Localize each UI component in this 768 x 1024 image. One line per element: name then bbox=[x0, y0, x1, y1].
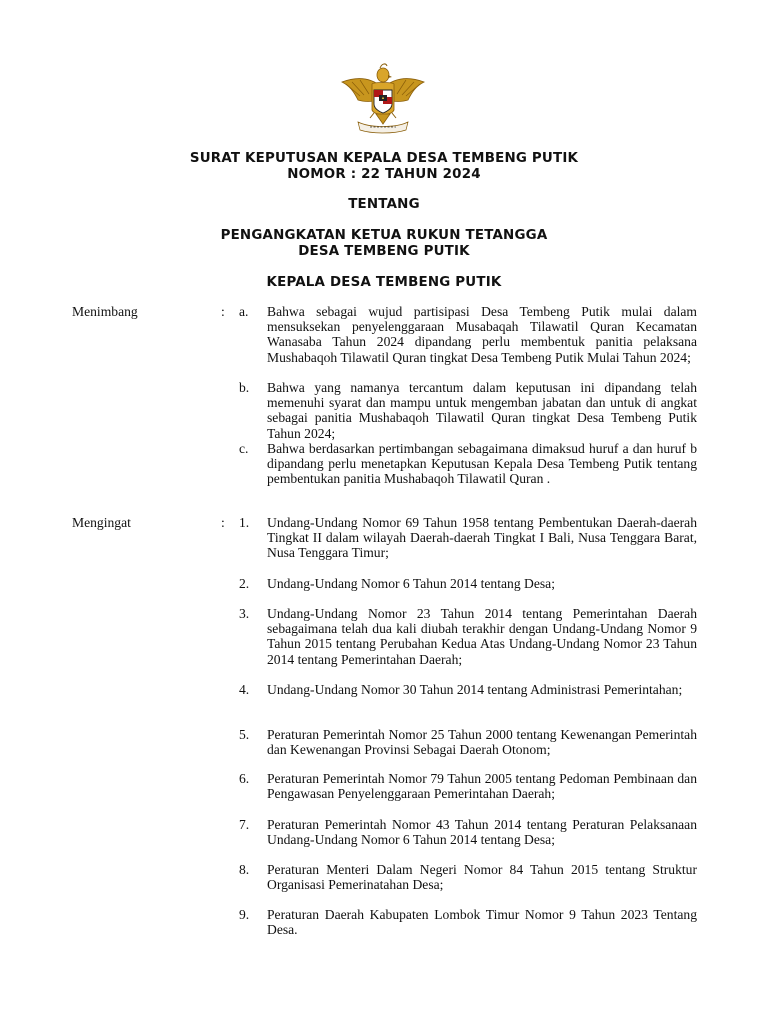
mengingat-marker: 8. bbox=[239, 862, 250, 877]
title-line-1: SURAT KEPUTUSAN KEPALA DESA TEMBENG PUTIK bbox=[189, 151, 579, 166]
mengingat-item: Undang-Undang Nomor 69 Tahun 1958 tentang Pembentukan Daerah-daerah Tingkat II dalam wilayah Daerah-daerah Tingkat I Bali, Nusa Tenggara Barat, Nusa Tenggara Timur; bbox=[267, 515, 697, 561]
mengingat-item: Peraturan Daerah Kabupaten Lombok Timur Nomor 9 Tahun 2023 Tentang Desa. bbox=[267, 907, 697, 938]
menimbang-item: Bahwa yang namanya tercantum dalam keputusan ini dipandang telah memenuhi syarat dan mampu untuk mengemban jabatan dan untuk di angkat sebagai panitia Mushabaqoh Tilawatil Quran tingkat Desa Tembeng Putik Tahun 2024; bbox=[267, 380, 697, 441]
authority-heading: KEPALA DESA TEMBENG PUTIK bbox=[266, 275, 502, 290]
mengingat-marker: 6. bbox=[239, 771, 250, 786]
tentang-heading: TENTANG bbox=[348, 197, 420, 212]
mengingat-marker: 9. bbox=[239, 907, 250, 922]
menimbang-marker: b. bbox=[239, 380, 250, 395]
mengingat-item: Peraturan Pemerintah Nomor 43 Tahun 2014 tentang Peraturan Pelaksanaan Undang-Undang Nomor 6 Tahun 2014 tentang Desa; bbox=[267, 817, 697, 848]
mengingat-item: Peraturan Pemerintah Nomor 79 Tahun 2005 tentang Pedoman Pembinaan dan Pengawasan Penyelenggaraan Pemerintahan Daerah; bbox=[267, 771, 697, 802]
subject-line-1: PENGANGKATAN KETUA RUKUN TETANGGA bbox=[220, 228, 548, 243]
mengingat-label: Mengingat bbox=[72, 515, 131, 530]
menimbang-marker: c. bbox=[239, 441, 249, 456]
mengingat-item: Peraturan Pemerintah Nomor 25 Tahun 2000 tentang Kewenangan Pemerintah dan Kewenangan Provinsi Sebagai Daerah Otonom; bbox=[267, 727, 697, 758]
menimbang-label: Menimbang bbox=[72, 304, 138, 319]
menimbang-marker: a. bbox=[239, 304, 249, 319]
menimbang-colon: : bbox=[221, 304, 225, 319]
mengingat-item: Peraturan Menteri Dalam Negeri Nomor 84 Tahun 2015 tentang Struktur Organisasi Pemerinatahan Desa; bbox=[267, 862, 697, 893]
mengingat-item: Undang-Undang Nomor 23 Tahun 2014 tentang Pemerintahan Daerah sebagaimana telah dua kali diubah terakhir dengan Undang-Undang Nomor 9 Tahun 2015 tentang Perubahan Kedua Atas Undang-Undang Nomor 23 Tahun 2014 tentang Pemerintahan Daerah; bbox=[267, 606, 697, 667]
garuda-emblem bbox=[336, 58, 430, 136]
mengingat-marker: 5. bbox=[239, 727, 250, 742]
mengingat-marker: 1. bbox=[239, 515, 250, 530]
mengingat-colon: : bbox=[221, 515, 225, 530]
mengingat-item: Undang-Undang Nomor 30 Tahun 2014 tentang Administrasi Pemerintahan; bbox=[267, 682, 683, 697]
mengingat-marker: 7. bbox=[239, 817, 250, 832]
menimbang-item: Bahwa sebagai wujud partisipasi Desa Tembeng Putik mulai dalam mensuksekan penyelenggaraan Musabaqah Tilawatil Quran Kecamatan Wanasaba Tahun 2024 dipandang perlu membentuk panitia pelaksana Mushabaqoh Tilawatil Quran tingkat Desa Tembeng Putik Mulai Tahun 2024; bbox=[267, 304, 697, 365]
mengingat-marker: 3. bbox=[239, 606, 250, 621]
mengingat-marker: 4. bbox=[239, 682, 250, 697]
title-line-2: NOMOR : 22 TAHUN 2024 bbox=[287, 167, 481, 182]
mengingat-item: Undang-Undang Nomor 6 Tahun 2014 tentang Desa; bbox=[267, 576, 555, 591]
subject-line-2: DESA TEMBENG PUTIK bbox=[298, 244, 470, 259]
menimbang-item: Bahwa berdasarkan pertimbangan sebagaimana dimaksud huruf a dan huruf b dipandang perlu menetapkan Keputusan Kepala Desa Tembeng Putik tentang pembentukan panitia Mushabaqoh Tilawatil Quran . bbox=[267, 441, 697, 487]
mengingat-marker: 2. bbox=[239, 576, 250, 591]
